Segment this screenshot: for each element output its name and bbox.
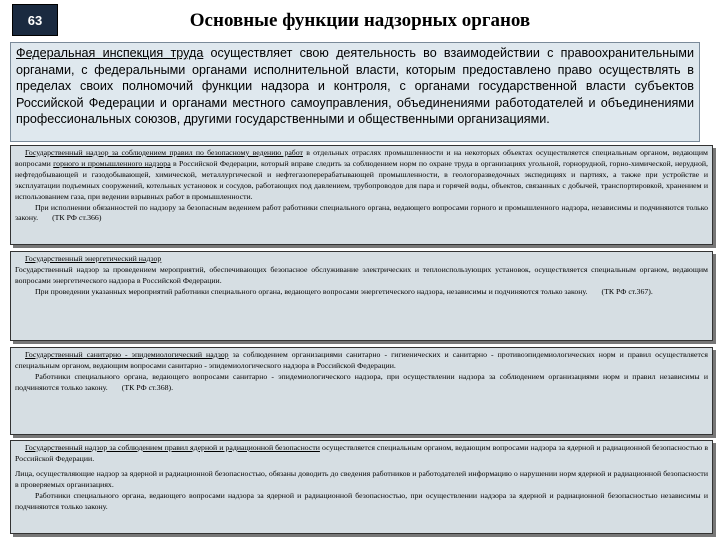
box1-reference: (ТК РФ ст.366) <box>52 213 102 223</box>
box3-reference: (ТК РФ ст.368). <box>121 382 174 392</box>
box1-heading: Государственный надзор за соблюдением правил по безопасному ведению работ <box>25 148 303 157</box>
box2-paragraph-2 <box>15 287 708 298</box>
box4-paragraph-1 <box>15 443 708 465</box>
box1-link: горного и промышленного надзора <box>53 158 171 168</box>
box3-text-1: за соблюдением организациями санитарно - гигиенических и санитарно - противоэпидемиологических норм и правил осуществляется специальным органом, ведающим вопросами санитарно - эпидемиологического надзора в Российской Федерации. <box>15 350 709 370</box>
box1-paragraph-1 <box>15 148 708 203</box>
box2-heading: Государственный энергетический надзор <box>25 254 162 263</box>
box3-paragraph-1 <box>15 350 708 372</box>
box2-paragraph-1: Государственный надзор за проведением мероприятий, обеспечивающих безопасное обслуживание электрических и теплоиспользующих установок, осуществляется специальным органом, ведающим вопросами энергетического надзора в Российской Федерации. <box>15 264 708 285</box>
box2-text-2: При проведении указанных мероприятий работники специального органа, ведающего вопросами энергетического надзора, независимы и подчиняются только закону. <box>35 286 588 296</box>
box3-heading: Государственный санитарно - эпидемиологический надзор <box>25 350 229 359</box>
box2-reference: (ТК РФ ст.367). <box>601 286 653 296</box>
box3-text-2: Работники специального органа, ведающего вопросами санитарно - эпидемиологического надзора, при осуществлении надзора за соблюдением организациями норм и правил независимы и подчиняются только закону. <box>15 371 708 392</box>
box1-text-a: в отдельных отраслях промышленности и на некоторых объектах осуществляется специальным органом, ведающим вопросами <box>15 148 708 168</box>
box1-text-2: При исполнении обязанностей по надзору за безопасным ведением работ работники специального органа, ведающего вопросами горного и промышленного надзора, независимы и подчиняются только закону. <box>15 202 708 223</box>
page-title: Основные функции надзорных органов <box>189 10 531 31</box>
box4-text-1: осуществляется специальным органом, ведающим вопросами надзора за ядерной и радиационной безопасностью в Российской Федерации. <box>15 443 709 463</box>
box1-paragraph-2 <box>15 203 708 225</box>
slide-number-badge: 63 <box>12 4 58 36</box>
intro-body: осуществляет свою деятельность во взаимодействии с правоохранительными органами, с федеральными органами исполнительной власти, которым предоставлено право осуществлять в пределах своих полномочий функции надзора и контроля, с органами государственной власти субъектов Российской Федерации и органами местного самоуправления, объединениями работодателей и объединениями профессиональных союзов, другими государственными и общественными организациями. <box>16 46 694 126</box>
mining-industrial-supervision-box <box>10 145 713 245</box>
box4-paragraph-3: Работники специального органа, ведающего вопросами надзора за ядерной и радиационной безопасностью, при осуществлении надзора за ядерной и радиационной безопасностью независимы и подчиняются только закону. <box>15 490 708 511</box>
box1-text-b: в Российской Федерации, который вправе следить за соблюдением норм по охране труда в организациях угольной, горнорудной, горно-химической, нерудной, нефтедобывающей и газодобывающей, химической, металлургической и нефтегазоперерабатывающей промышленности, в геологоразведочных экспедициях и партиях, а также при устройстве и эксплуатации подъемных сооружений, котельных установок и сосудов, работающих под давлением, трубопроводов для пара и горячей воды, объектов, связанных с добычей, транспортировкой, хранением и использованием газа, при ведении взрывных работ в промышленности. <box>15 158 709 201</box>
box4-paragraph-2: Лица, осуществляющие надзор за ядерной и радиационной безопасностью, обязаны доводить до сведения работников и работодателей информацию о нарушении норм ядерной и радиационной безопасности в проверяемых организациях. <box>15 468 708 489</box>
sanitary-supervision-box <box>10 347 713 435</box>
nuclear-radiation-supervision-box <box>10 440 713 534</box>
intro-lead: Федеральная инспекция труда <box>16 46 204 60</box>
energy-supervision-box <box>10 251 713 341</box>
box2-heading-para <box>15 254 708 265</box>
intro-text-block <box>10 42 700 142</box>
box4-heading: Государственный надзор за соблюдением правил ядерной и радиационной безопасности <box>25 443 320 452</box>
box3-paragraph-2 <box>15 372 708 394</box>
